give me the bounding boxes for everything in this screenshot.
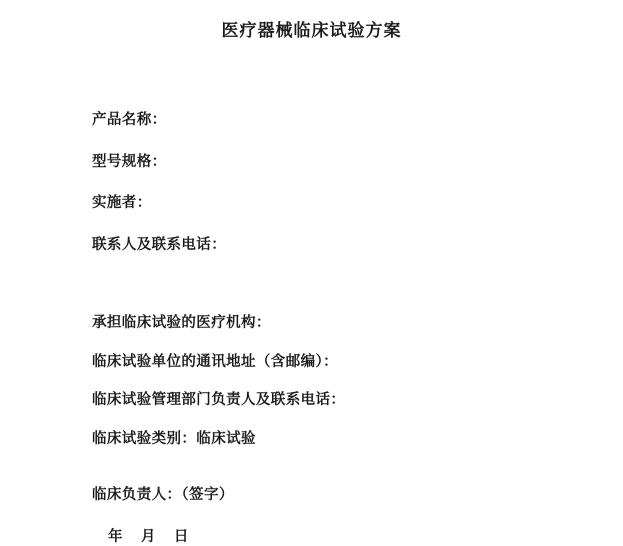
date-month-label: 月	[140, 528, 156, 545]
field-contact-person-phone: 联系人及联系电话：	[92, 236, 227, 253]
field-clinical-leader-signature: 临床负责人：（签字）	[92, 487, 234, 503]
field-product-name: 产品名称：	[92, 112, 167, 128]
field-trial-institution: 承担临床试验的医疗机构：	[92, 315, 271, 331]
date-day-label: 日	[173, 528, 189, 545]
date-year-label: 年	[108, 528, 123, 545]
date-line	[108, 525, 563, 546]
field-management-dept-contact: 临床试验管理部门负责人及联系电话：	[92, 392, 346, 408]
field-institution-address: 临床试验单位的通讯地址（含邮编）：	[92, 353, 339, 370]
institution-info-section	[92, 316, 563, 446]
page-title: 医疗器械临床试验方案	[221, 21, 402, 40]
signature-section	[92, 488, 563, 546]
product-info-section	[92, 113, 563, 252]
field-sponsor: 实施者：	[92, 195, 152, 211]
field-trial-category: 临床试验类别：临床试验	[92, 430, 256, 447]
field-model-spec: 型号规格：	[92, 153, 167, 170]
